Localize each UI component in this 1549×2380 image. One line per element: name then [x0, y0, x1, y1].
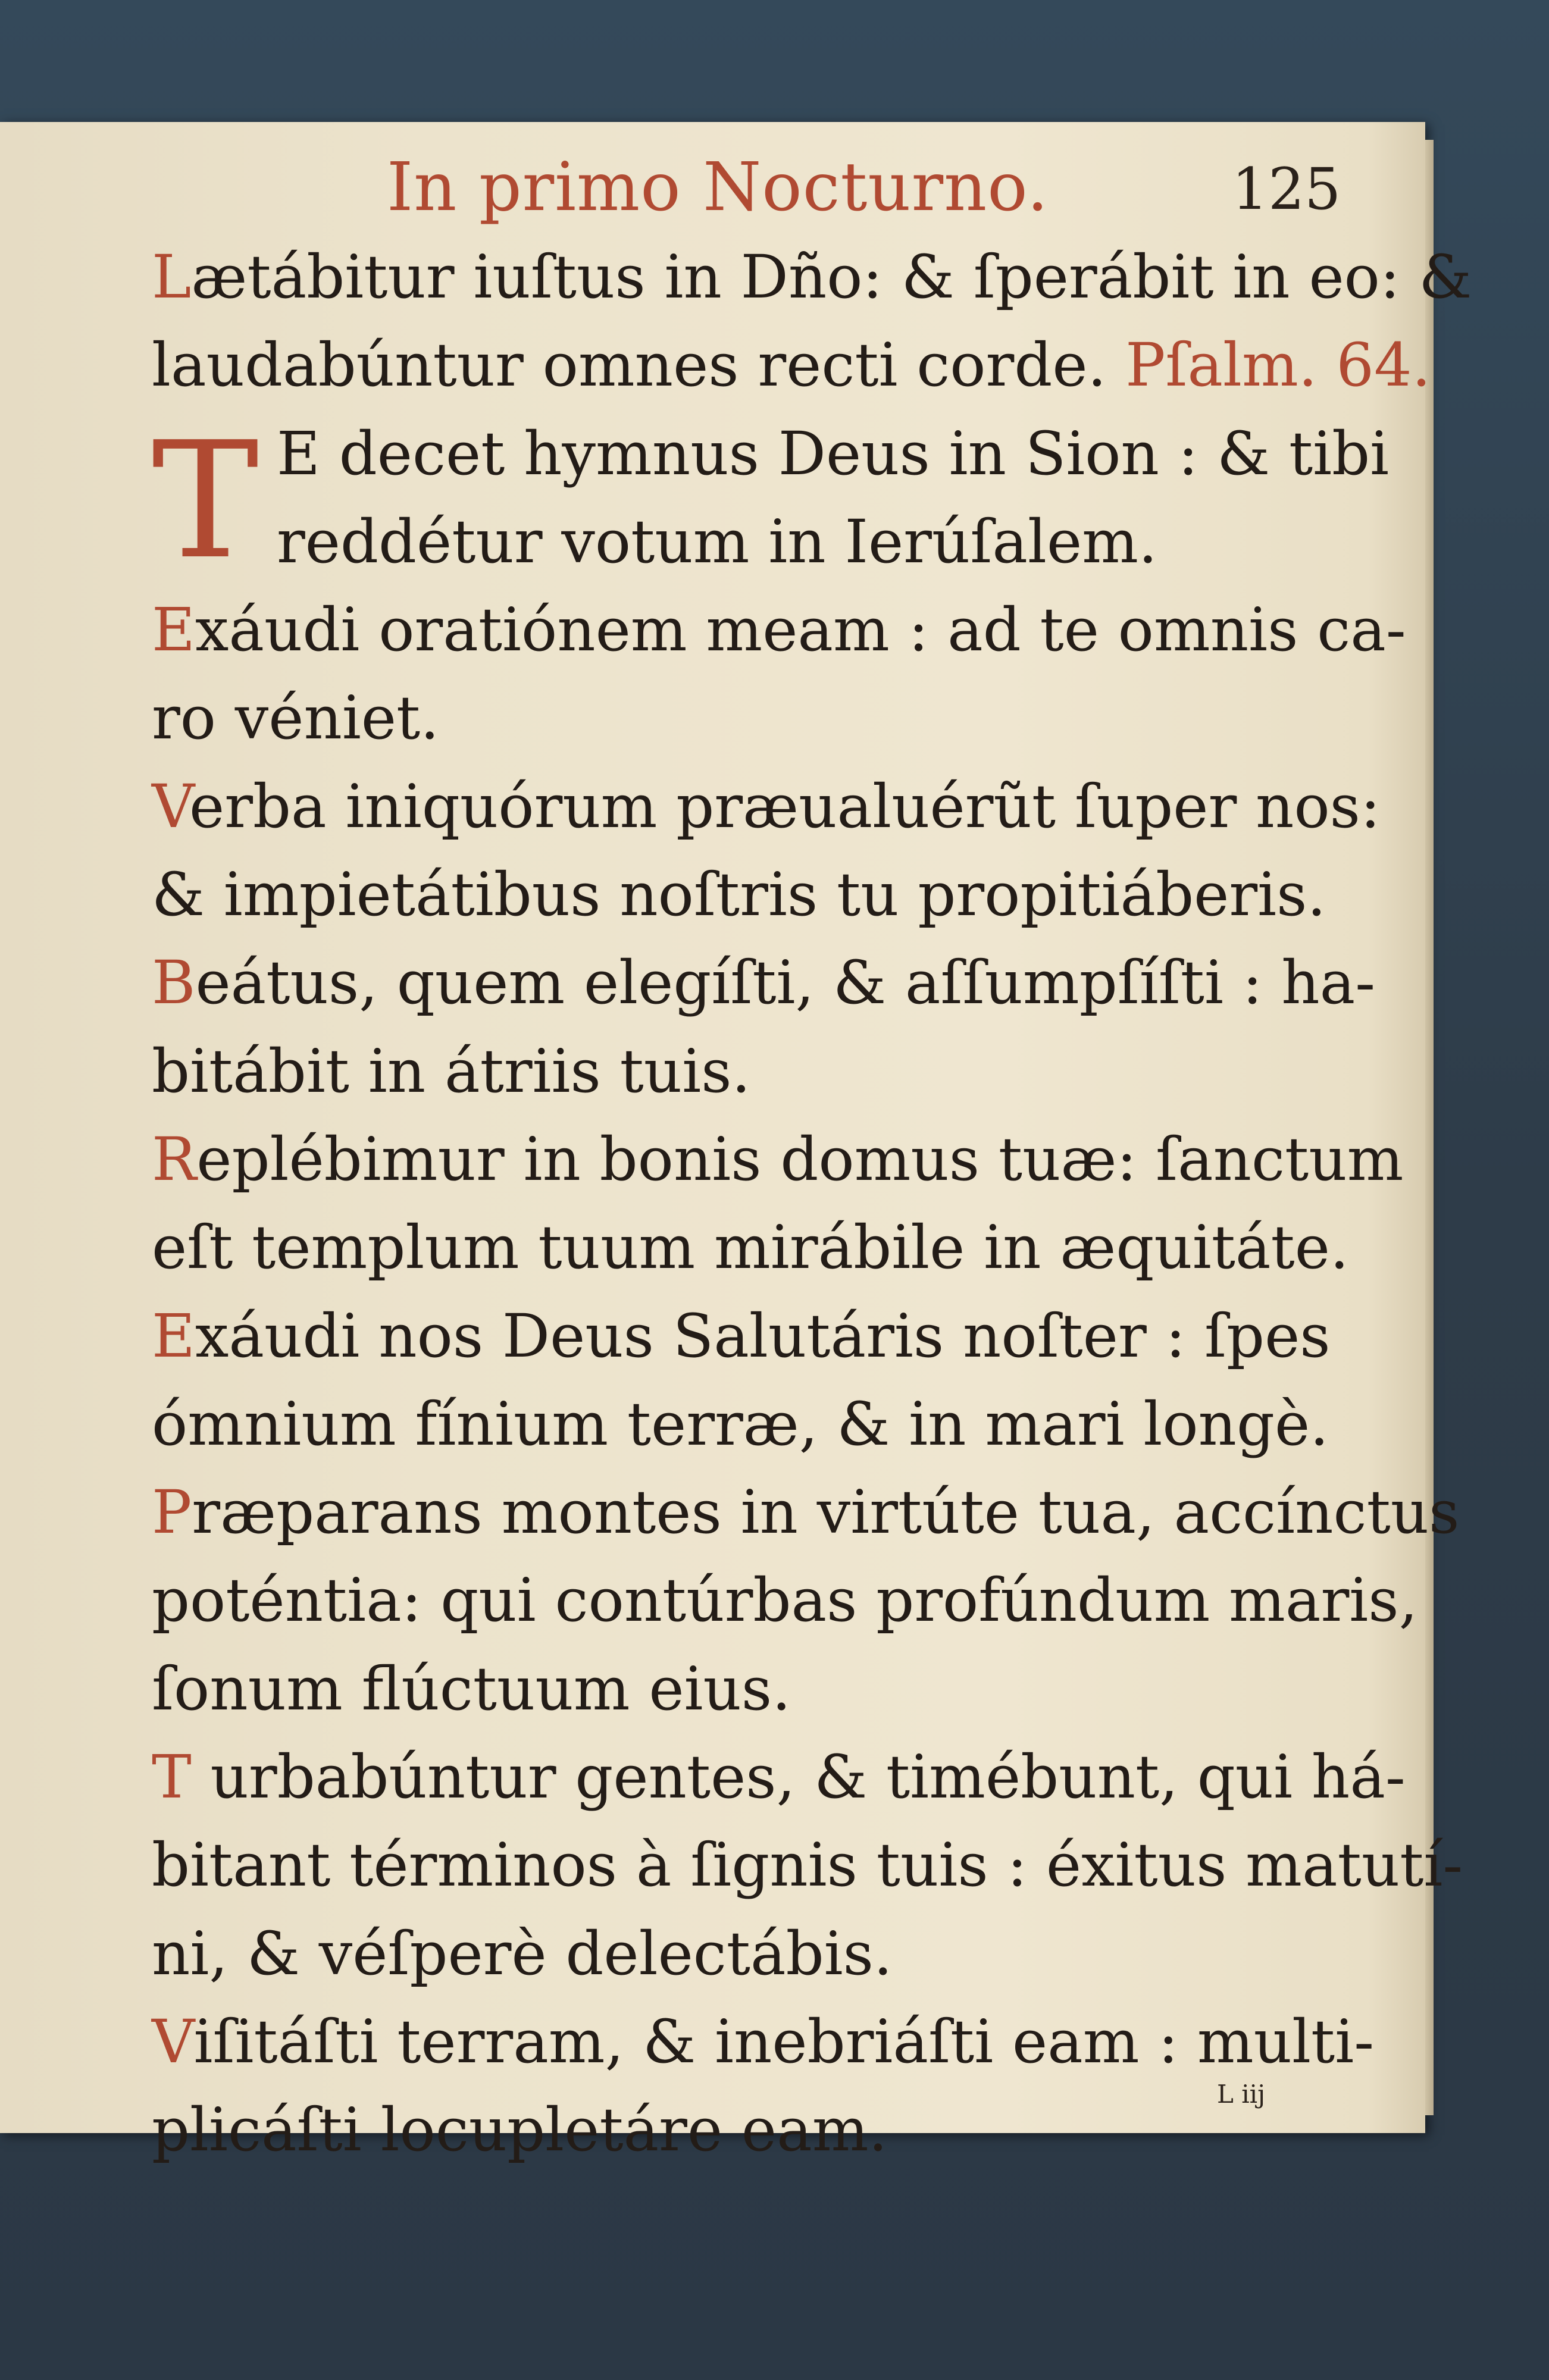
text-line [152, 1116, 1404, 1204]
red-initial: V [152, 771, 190, 841]
text-line [152, 1733, 1406, 1821]
page-edge [1425, 140, 1434, 2115]
red-initial: R [152, 1124, 197, 1194]
text-line [152, 1645, 1354, 1733]
text-line [152, 1998, 1375, 2086]
text-line [152, 2086, 1354, 2174]
line-text: iſitáſti terram, & inebriáſti eam : multi- [193, 2006, 1375, 2077]
red-initial: B [152, 948, 196, 1018]
line-text: E decet hymnus Deus in Sion : & tibi [277, 418, 1390, 488]
line-text: xáudi oratiónem meam : ad te omnis ca- [195, 595, 1406, 665]
red-initial: L [152, 242, 192, 312]
line-text: poténtia: qui contúrbas profúndum maris, [152, 1565, 1418, 1636]
line-text: ætábitur iuſtus in Dño: & ſperábit in eo: & [191, 242, 1472, 312]
drop-cap: T [152, 406, 259, 594]
text-line [152, 939, 1376, 1027]
line-text: erba iniquórum præualuérũt ſuper nos: [189, 771, 1381, 841]
line-text: eátus, quem elegíſti, & aſſumpſíſti : ha- [195, 948, 1376, 1018]
header-title: In primo Nocturno. [387, 149, 1049, 226]
text-line [152, 1292, 1354, 1380]
text-line [152, 233, 1472, 321]
red-initial: V [152, 2006, 194, 2077]
text-line [152, 498, 1354, 586]
text-line [152, 1821, 1463, 1909]
running-header [387, 149, 1369, 226]
line-text: ro véniet. [152, 683, 440, 753]
line-text: xáudi nos Deus Salutáris noſter : ſpes [195, 1301, 1331, 1371]
text-line [152, 1204, 1354, 1292]
line-text: ni, & véſperè delectábis. [152, 1918, 893, 1988]
line-text: ſonum flúctuum eius. [152, 1654, 791, 1724]
text-line [152, 1910, 1354, 1998]
text-line [152, 586, 1406, 674]
text-line [152, 674, 1354, 762]
red-initial: P [152, 1477, 192, 1548]
line-text: reddétur votum in Ierúſalem. [277, 506, 1157, 577]
text-line [152, 321, 1431, 409]
red-initial: E [152, 595, 195, 665]
page-number: 125 [1232, 156, 1341, 223]
line-text: plicáſti locupletáre eam. [152, 2095, 888, 2165]
signature-mark: L iij [1217, 2080, 1266, 2109]
red-initial: T [152, 1742, 192, 1812]
line-text: ræparans montes in virtúte tua, accínctus [192, 1477, 1460, 1548]
text-line [152, 763, 1381, 851]
text-line [152, 1468, 1460, 1557]
red-initial: E [152, 1301, 195, 1371]
text-line [152, 1557, 1418, 1645]
psalm-text [152, 233, 1472, 2175]
psalm-rubric: Pſalm. 64. [1106, 330, 1431, 400]
line-text: & impietátibus noſtris tu propitiáberis. [152, 860, 1326, 930]
line-text: eplébimur in bonis domus tuæ: ſanctum [196, 1124, 1404, 1194]
line-text: urbabúntur gentes, & timébunt, qui há- [191, 1742, 1406, 1812]
line-text: laudabúntur omnes recti corde. [152, 330, 1107, 400]
line-text: bitábit in átriis tuis. [152, 1036, 751, 1106]
line-text: bitant términos à ſignis tuis : éxitus matutí- [152, 1830, 1463, 1900]
line-text: ómnium fínium terræ, & in mari longè. [152, 1389, 1329, 1459]
text-line [152, 1380, 1354, 1468]
text-line [152, 1028, 1354, 1116]
line-text: eſt templum tuum mirábile in æquitáte. [152, 1213, 1349, 1283]
text-line [152, 851, 1354, 939]
